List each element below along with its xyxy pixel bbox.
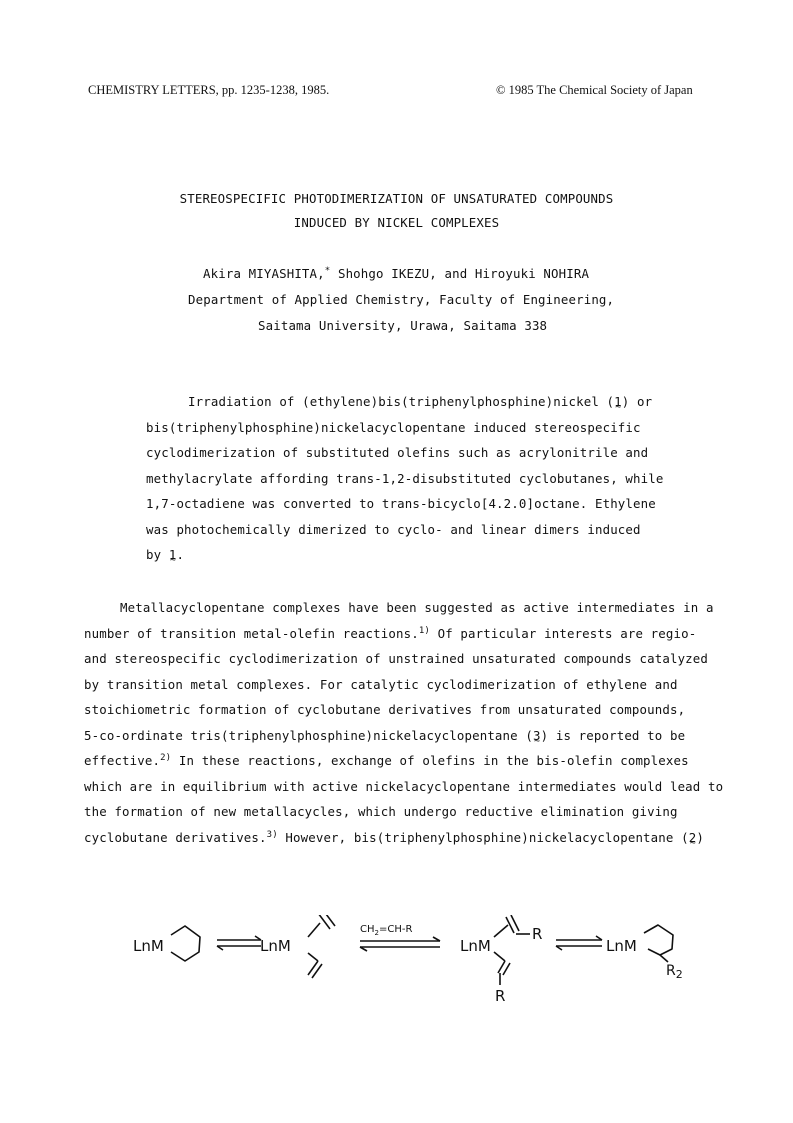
affiliation-line-1: Department of Applied Chemistry, Faculty of Engineering, [188,292,615,307]
abstract-line: 1,7-octadiene was converted to trans-bicyclo[4.2.0]octane. Ethylene [146,496,656,511]
substituent-label: $R_2$ [666,963,683,981]
author-first: Akira MIYASHITA, [203,266,325,281]
body-text-run: number of transition metal-olefin reactions. [84,626,419,641]
abstract-text: . [176,547,185,562]
abstract-line [146,547,184,562]
body-line: stoichiometric formation of cyclobutane derivatives from unsaturated compounds, [84,702,686,717]
paper-title-line-1: STEREOSPECIFIC PHOTODIMERIZATION OF UNSATURATED COMPOUNDS [179,191,614,206]
body-text-run: 5-co-ordinate tris(triphenylphosphine)nickelacyclopentane ( [84,728,533,743]
ligand-label: LnM [133,937,164,955]
body-line [84,830,704,845]
reaction-scheme [120,915,720,1015]
body-line: which are in equilibrium with active nickelacyclopentane intermediates would lead to [84,779,724,794]
compound-number: 1 ~ [169,547,177,562]
ligand-label: LnM [260,937,291,955]
substituent-label: R [532,925,543,943]
body-text-run: ) is reported to be [540,728,686,743]
author-list [203,266,589,281]
substituent-label: R [495,987,506,1005]
compound-number: 3 ~ [533,728,541,743]
body-line: and stereospecific cyclodimerization of unstrained unsaturated compounds catalyzed [84,651,709,666]
body-text-run: cyclobutane derivatives. [84,830,267,845]
abstract-text: ) or [621,394,653,409]
compound-number: 2 ~ [689,830,697,845]
body-text-run: Of particular interests are regio- [429,626,697,641]
ligand-label: LnM [606,937,637,955]
body-text-run: effective. [84,753,161,768]
corresponding-mark: * [324,266,331,276]
abstract-line: was photochemically dimerized to cyclo- and linear dimers induced [146,522,641,537]
copyright-notice: © 1985 The Chemical Society of Japan [496,83,693,97]
author-others: Shohgo IKEZU, and Hiroyuki NOHIRA [330,266,590,281]
metallacycle-ring-2 [644,925,673,955]
affiliation-line-2: Saitama University, Urawa, Saitama 338 [258,318,548,333]
metallacycle-ring-1 [171,926,200,961]
body-line: by transition metal complexes. For catalytic cyclodimerization of ethylene and [84,677,678,692]
body-text-run: However, bis(triphenylphosphine)nickelacyclopentane ( [277,830,689,845]
body-line [84,626,696,641]
reference-marker: 2) [160,753,172,763]
paper-title-line-2: INDUCED BY NICKEL COMPLEXES [293,215,500,230]
abstract-line: methylacrylate affording trans-1,2-disubstituted cyclobutanes, while [146,471,664,486]
reagent-label: $CH_2=CH-R$ [360,924,413,937]
compound-number: 1 ~ [614,394,622,409]
abstract-line [188,394,652,409]
body-line: Metallacyclopentane complexes have been suggested as active intermediates in a [120,600,714,615]
abstract-text: by [146,547,169,562]
abstract-text: Irradiation of (ethylene)bis(triphenylphosphine)nickel ( [188,394,615,409]
reference-marker: 3) [266,830,278,840]
abstract-line: bis(triphenylphosphine)nickelacyclopentane induced stereospecific [146,420,641,435]
body-text-run: In these reactions, exchange of olefins in the bis-olefin complexes [171,753,689,768]
abstract-line: cyclodimerization of substituted olefins such as acrylonitrile and [146,445,649,460]
reference-marker: 1) [418,626,430,636]
body-line [84,753,689,768]
journal-citation: CHEMISTRY LETTERS, pp. 1235-1238, 1985. [88,83,330,97]
ligand-label: LnM [460,937,491,955]
body-line: the formation of new metallacycles, which undergo reductive elimination giving [84,804,678,819]
body-line [84,728,685,743]
body-text-run: ) [696,830,704,845]
